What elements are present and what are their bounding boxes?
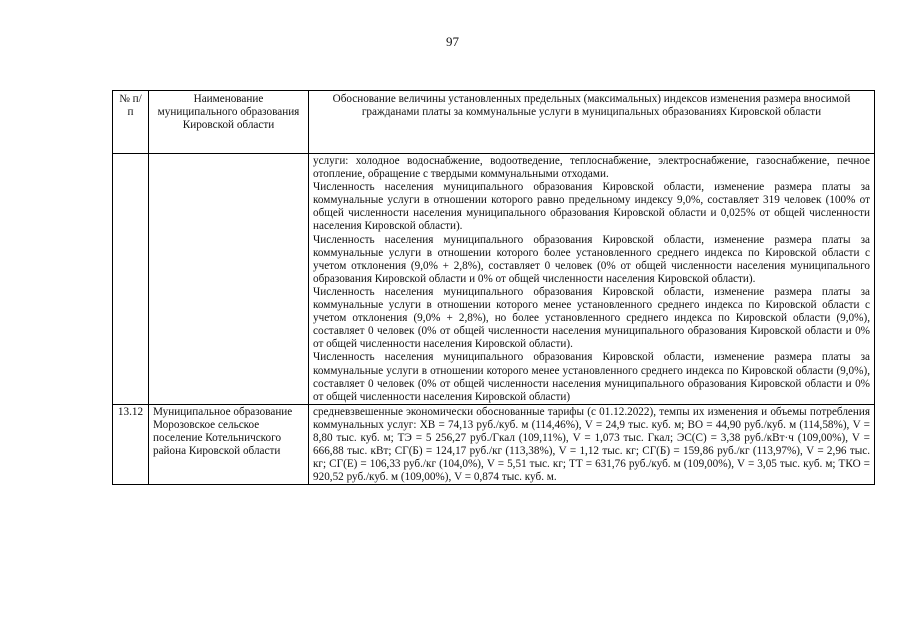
table-row-13-12 <box>113 404 875 485</box>
index-justification-table <box>112 90 875 485</box>
paragraph-services: услуги: холодное водоснабжение, водоотведение, теплоснабжение, электроснабжение, газоснабжение, печное отопление, обращение с твердыми коммунальными отходами. <box>313 155 870 181</box>
header-justification: Обоснование величины установленных предельных (максимальных) индексов изменения размера вносимой гражданами платы за коммунальные услуги в муниципальных образованиях Кировской области <box>309 91 875 154</box>
paragraph-equal-index: Численность населения муниципального образования Кировской области, изменение размера платы за коммунальные услуги в отношении которого равно предельному индексу 9,0%, составляет 319 человек (100% от общей численности населения муниципального образования Кировской области и 0,025% от общей численности населения Кировской области). <box>313 181 870 233</box>
header-number: № п/п <box>113 91 149 154</box>
table-row-continuation <box>113 154 875 405</box>
paragraph-below-index: Численность населения муниципального образования Кировской области, изменение размера платы за коммунальные услуги в отношении которого менее установленного среднего индекса по Кировской области (9,0%), составляет 0 человек (0% от общей численности населения муниципального образования Кировской области и 0% от общей численности населения Кировской области) <box>313 351 870 403</box>
continuation-number-cell <box>113 154 149 405</box>
header-municipality: Наименование муниципального образования Кировской области <box>149 91 309 154</box>
entry-municipality-cell: Муниципальное образование Морозовское сельское поселение Котельничского района Кировской области <box>149 404 309 485</box>
table-header-row <box>113 91 875 154</box>
entry-number-cell: 13.12 <box>113 404 149 485</box>
continuation-name-cell <box>149 154 309 405</box>
paragraph-between-index: Численность населения муниципального образования Кировской области, изменение размера платы за коммунальные услуги в отношении которого менее установленного среднего индекса по Кировской области с учетом отклонения (9,0% + 2,8%), но более установленного среднего индекса по Кировской области (9,0%), составляет 0 человек (0% от общей численности населения муниципального образования Кировской области и 0% от общей численности населения Кировской области). <box>313 285 870 351</box>
entry-tariffs-cell <box>309 404 875 485</box>
paragraph-above-index: Численность населения муниципального образования Кировской области, изменение размера платы за коммунальные услуги в отношении которого более установленного среднего индекса по Кировской области с учетом отклонения (9,0% + 2,8%), составляет 0 человек (0% от общей численности населения муниципального образования Кировской области и 0% от общей численности населения Кировской области). <box>313 233 870 285</box>
page-number: 97 <box>446 34 459 49</box>
paragraph-tariffs: средневзвешенные экономически обоснованные тарифы (с 01.12.2022), темпы их изменения и объемы потребления коммунальных услуг: ХВ = 74,13 руб./куб. м (114,46%), V = 24,9 тыс. куб. м; ВО = 44,90 руб./куб. м (114,58%), V = 8,80 тыс. куб. м; ТЭ = 5 256,27 руб./Гкал (109,11%), V = 1,073 тыс. Гкал; ЭС(С) = 3,38 руб./кВт·ч (109,00%), V = 666,88 тыс. кВт; СГ(Б) = 124,17 руб./кг (113,38%), V = 1,12 тыс. кг; СГ(Б) = 159,86 руб./кг (113,97%), V = 2,96 тыс. кг; СГ(Е) = 106,33 руб./кг (104,0%), V = 5,51 тыс. кг; ТТ = 631,76 руб./куб. м (109,00%), V = 3,05 тыс. куб. м; ТКО = 920,52 руб./куб. м (109,00%), V = 0,874 тыс. куб. м. <box>313 405 870 484</box>
continuation-text-cell <box>309 154 875 405</box>
